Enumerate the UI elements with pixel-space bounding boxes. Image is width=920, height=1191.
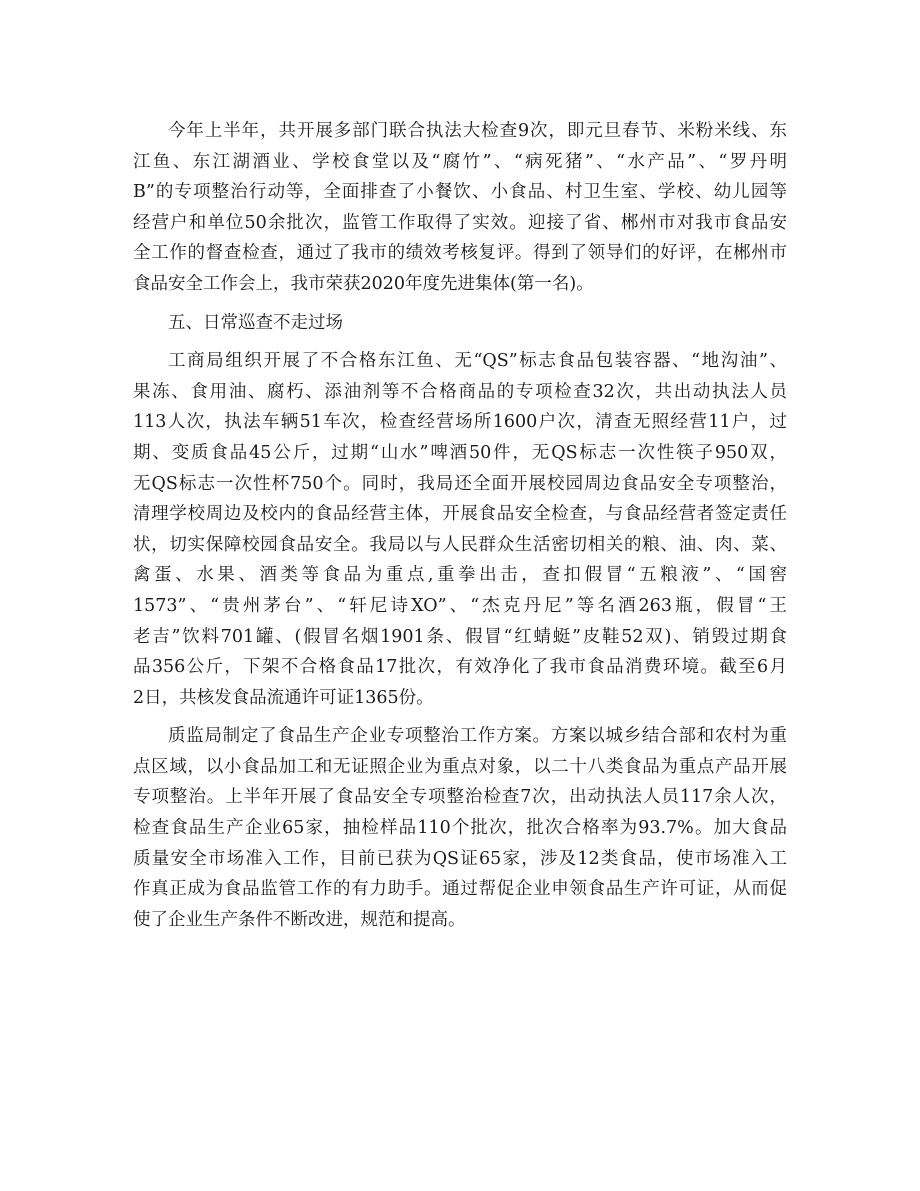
text-line: B”的专项整治行动等，全面排查了小餐饮、小食品、村卫生室、学校、幼儿园等 xyxy=(133,182,787,203)
text-line: 质监局制定了食品生产企业专项整治工作方案。方案以城乡结合部和农村为重 xyxy=(168,726,787,747)
text-line: 老吉”饮料701罐、(假冒名烟1901条、假冒“红蜻蜓”皮鞋52双)、销毁过期食 xyxy=(133,626,787,647)
text-line: 清理学校周边及校内的食品经营主体，开展食品安全检查，与食品经营者签定责任 xyxy=(133,504,787,525)
text-line: 食品安全工作会上，我市荣获2020年度先进集体(第一名)。 xyxy=(133,273,594,294)
spacer xyxy=(133,713,787,721)
text-line: 经营户和单位50余批次，监管工作取得了实效。迎接了省、郴州市对我市食品安 xyxy=(133,212,787,233)
paragraph-2 xyxy=(133,346,787,713)
text-line: 期、变质食品45公斤，过期“山水”啤酒50件，无QS标志一次性筷子950双， xyxy=(133,442,787,463)
text-line: 质量安全市场准入工作，目前已获为QS证65家，涉及12类食品，使市场准入工 xyxy=(133,848,787,869)
text-line: 工商局组织开展了不合格东江鱼、无“QS”标志食品包装容器、“地沟油”、 xyxy=(168,351,787,372)
text-line: 点区域，以小食品加工和无证照企业为重点对象，以二十八类食品为重点产品开展 xyxy=(133,756,787,777)
heading-text: 五、日常巡查不走过场 xyxy=(168,312,343,333)
text-line: 2日，共核发食品流通许可证1365份。 xyxy=(133,687,434,708)
text-line: 状，切实保障校园食品安全。我局以与人民群众生活密切相关的粮、油、肉、菜、 xyxy=(133,534,787,555)
text-line: 今年上半年，共开展多部门联合执法大检查9次，即元旦春节、米粉米线、东 xyxy=(168,121,787,141)
text-line: 品356公斤，下架不合格食品17批次，有效净化了我市食品消费环境。截至6月 xyxy=(133,657,787,678)
section-heading xyxy=(133,308,787,339)
text-line: 113人次，执法车辆51车次，检查经营场所1600户次，清查无照经营11户，过 xyxy=(133,412,787,433)
text-line: 全工作的督查检查，通过了我市的绩效考核复评。得到了领导们的好评，在郴州市 xyxy=(133,243,787,264)
text-line: 江鱼、东江湖酒业、学校食堂以及“腐竹”、“病死猪”、“水产品”、“罗丹明 xyxy=(133,151,787,172)
text-line: 作真正成为食品监管工作的有力助手。通过帮促企业申领食品生产许可证，从而促 xyxy=(133,879,787,900)
text-line: 使了企业生产条件不断改进，规范和提高。 xyxy=(133,909,466,930)
text-line: 无QS标志一次性杯750个。同时，我局还全面开展校园周边食品安全专项整治， xyxy=(133,473,787,494)
text-line: 果冻、食用油、腐朽、添油剂等不合格商品的专项检查32次，共出动执法人员 xyxy=(133,381,787,402)
text-line: 禽蛋、水果、酒类等食品为重点,重拳出击，查扣假冒“五粮液”、“国窖 xyxy=(133,565,787,586)
text-line: 专项整治。上半年开展了食品安全专项整治检查7次，出动执法人员117余人次， xyxy=(133,787,787,808)
spacer xyxy=(133,300,787,308)
text-line: 1573”、“贵州茅台”、“轩尼诗XO”、“杰克丹尼”等名酒263瓶，假冒“王 xyxy=(133,595,787,616)
text-line: 检查食品生产企业65家，抽检样品110个批次，批次合格率为93.7%。加大食品 xyxy=(133,818,787,839)
paragraph-3 xyxy=(133,721,787,935)
spacer xyxy=(133,338,787,346)
paragraph-1 xyxy=(133,116,787,300)
document-body xyxy=(133,116,787,935)
